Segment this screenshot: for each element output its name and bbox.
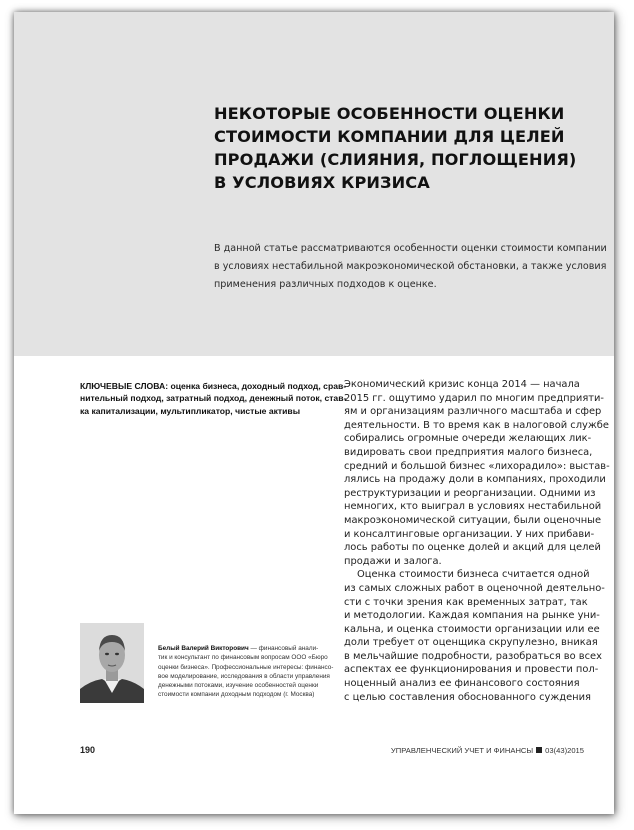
- author-line: денежными потоками, изучение особенностей оценки: [158, 682, 319, 690]
- abstract-line: В данной статье рассматриваются особенности оценки стоимости компании: [214, 243, 607, 254]
- body-line: деятельности. В то время как в налоговой службе: [344, 419, 609, 431]
- author-line: стоимости компании доходным подходом (г. Москва): [158, 691, 315, 699]
- author-line: тик и консультант по финансовым вопросам ООО «Бюро: [158, 654, 328, 662]
- body-line: кальна, и оценка стоимости организации или ее: [344, 623, 600, 635]
- author-bio: [158, 644, 336, 700]
- body-line: макроэкономической ситуации, были оценочные: [344, 514, 602, 526]
- author-role: — финансовый анали-: [248, 645, 319, 652]
- body-line: лялись на продажу доли в компаниях, проходили: [344, 474, 606, 486]
- separator-square-icon: [536, 747, 542, 753]
- author-name: Белый Валерий Викторович: [158, 645, 249, 652]
- body-line: ноценный анализ ее финансового состояния: [344, 678, 580, 690]
- keywords-block: [80, 380, 347, 417]
- abstract-line: в условиях нестабильной макроэкономической обстановки, а также условия: [214, 261, 607, 272]
- body-line: ям и организациям различного масштаба и сфер: [344, 406, 602, 418]
- journal-issue: 03(43)2015: [545, 746, 584, 755]
- journal-name: УПРАВЛЕНЧЕСКИЙ УЧЕТ И ФИНАНСЫ: [390, 746, 534, 755]
- keywords-line: ка капитализации, мультипликатор, чистые активы: [80, 405, 301, 416]
- body-line: лось работы по оценке долей и акций для целей: [344, 542, 601, 554]
- abstract-line: применения различных подходов к оценке.: [214, 279, 437, 290]
- author-line: [158, 644, 336, 653]
- body-line: реструктуризации и реорганизации. Одними из: [344, 487, 596, 499]
- keywords-line: КЛЮЧЕВЫЕ СЛОВА: оценка бизнеса, доходный подход, срав-: [80, 381, 347, 391]
- author-line: оценки бизнеса». Профессиональные интересы: финансо-: [158, 663, 334, 671]
- body-line: сти с точки зрения как временных затрат, так: [344, 596, 588, 608]
- body-line: и методологии. Каждая компания на рынке уни-: [344, 610, 600, 622]
- title-line: СТОИМОСТИ КОМПАНИИ ДЛЯ ЦЕЛЕЙ: [214, 127, 565, 146]
- author-line: вое моделирование, исследования в области управления: [158, 672, 330, 680]
- body-line: с целью составления обоснованного суждения: [344, 691, 591, 703]
- body-line: и консалтинговые организации. У них прибави-: [344, 528, 595, 540]
- body-line: аспектах ее функционирования и провести пол-: [344, 664, 599, 676]
- author-photo: [80, 623, 144, 703]
- journal-footer: [391, 746, 584, 755]
- article-abstract: [214, 240, 607, 294]
- body-line: видировать свои предприятия малого бизнеса,: [344, 446, 593, 458]
- page-number: 190: [80, 745, 96, 755]
- body-line: из самых сложных работ в оценочной деятельно-: [344, 582, 605, 594]
- title-line: НЕКОТОРЫЕ ОСОБЕННОСТИ ОЦЕНКИ: [214, 104, 565, 123]
- title-line: В УСЛОВИЯХ КРИЗИСА: [214, 173, 430, 192]
- article-body: [344, 378, 610, 704]
- body-line: собирались огромные очереди желающих лик-: [344, 433, 592, 445]
- body-line: Экономический кризис конца 2014 — начала: [344, 379, 580, 390]
- body-line: в мельчайшие подробности, разобраться во всех: [344, 650, 602, 662]
- body-line: немногих, кто выиграл в условиях нестабильной: [344, 501, 602, 513]
- author-portrait-icon: [80, 623, 144, 703]
- keywords-line: нительный подход, затратный подход, денежный поток, став-: [80, 393, 347, 404]
- body-line: средний и большой бизнес «лихорадило»: выстав-: [344, 460, 610, 472]
- article-title: [214, 102, 577, 194]
- title-line: ПРОДАЖИ (СЛИЯНИЯ, ПОГЛОЩЕНИЯ): [214, 150, 577, 169]
- body-line: 2015 гг. ощутимо ударил по многим предприяти-: [344, 392, 604, 404]
- magazine-page: [14, 12, 614, 814]
- body-line: Оценка стоимости бизнеса считается одной: [357, 569, 590, 581]
- body-line: продажи и залога.: [344, 555, 442, 567]
- body-line: доли требует от оценщика скрупулезно, вникая: [344, 637, 598, 649]
